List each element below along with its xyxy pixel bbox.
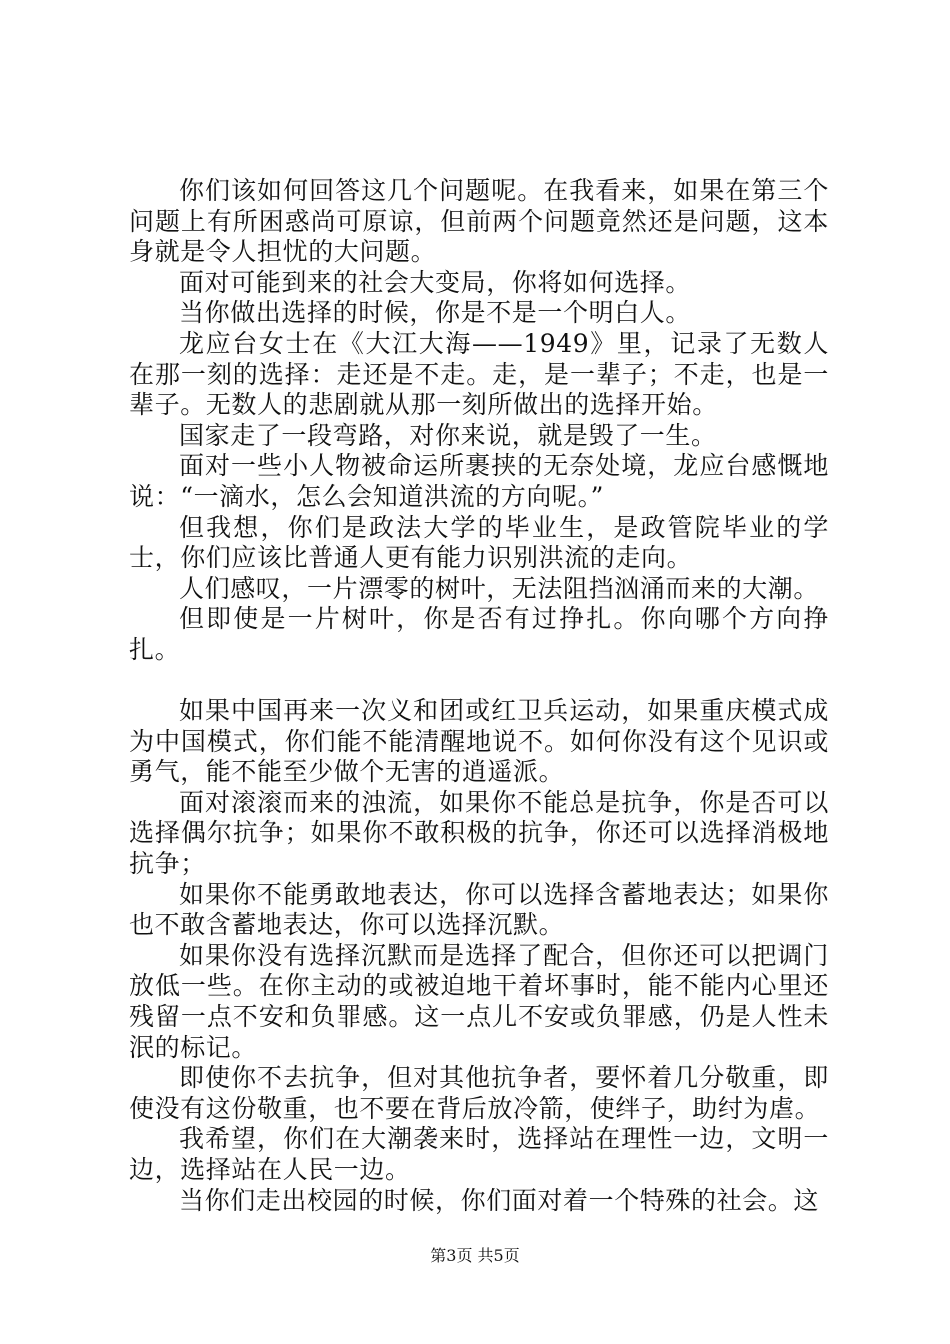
paragraph: 如果你没有选择沉默而是选择了配合，但你还可以把调门放低一些。在你主动的或被迫地干着坏事时，能不能内心里还残留一点不安和负罪感。这一点儿不安或负罪感，仍是人性未泯的标记。 (129, 940, 829, 1062)
paragraph: 当你们走出校园的时候，你们面对着一个特殊的社会。这 (179, 1185, 820, 1215)
paragraph: 如果中国再来一次义和团或红卫兵运动，如果重庆模式成为中国模式，你们能不能清醒地说不。如何你没有这个见识或勇气，能不能至少做个无害的逍遥派。 (129, 696, 829, 787)
paragraph: 即使你不去抗争，但对其他抗争者，要怀着几分敬重，即使没有这份敬重，也不要在背后放冷箭，使绊子，助纣为虐。 (129, 1063, 829, 1123)
document-body (129, 176, 829, 1216)
paragraph: 但我想，你们是政法大学的毕业生，是政管院毕业的学士，你们应该比普通人更有能力识别洪流的走向。 (129, 512, 829, 573)
page-number-footer: 第3页 共5页 (430, 1246, 520, 1265)
paragraph: 如果你不能勇敢地表达，你可以选择含蓄地表达；如果你也不敢含蓄地表达，你可以选择沉默。 (129, 879, 829, 940)
paragraph: 龙应台女士在《大江大海——1949》里，记录了无数人在那一刻的选择：走还是不走。走，是一辈子；不走，也是一辈子。无数人的悲剧就从那一刻所做出的选择开始。 (129, 328, 829, 420)
paragraph: 面对滚滚而来的浊流，如果你不能总是抗争，你是否可以选择偶尔抗争；如果你不敢积极的抗争，你还可以选择消极地抗争； (129, 787, 829, 879)
paragraph: 我希望，你们在大潮袭来时，选择站在理性一边，文明一边，选择站在人民一边。 (129, 1124, 829, 1184)
paragraph: 你们该如何回答这几个问题呢。在我看来，如果在第三个问题上有所困惑尚可原谅，但前两个问题竟然还是问题，这本身就是令人担忧的大问题。 (129, 176, 829, 267)
paragraph: 人们感叹，一片漂零的树叶，无法阻挡汹涌而来的大潮。 (179, 573, 820, 603)
paragraph: 面对可能到来的社会大变局，你将如何选择。 (179, 267, 692, 297)
paragraph-spacer (129, 666, 829, 697)
paragraph: 但即使是一片树叶，你是否有过挣扎。你向哪个方向挣扎。 (129, 604, 829, 664)
paragraph: 当你做出选择的时候，你是不是一个明白人。 (179, 298, 692, 328)
paragraph: 国家走了一段弯路，对你来说，就是毁了一生。 (179, 420, 717, 450)
paragraph: 面对一些小人物被命运所裹挟的无奈处境，龙应台感慨地说：“一滴水，怎么会知道洪流的方向呢。” (129, 451, 829, 511)
